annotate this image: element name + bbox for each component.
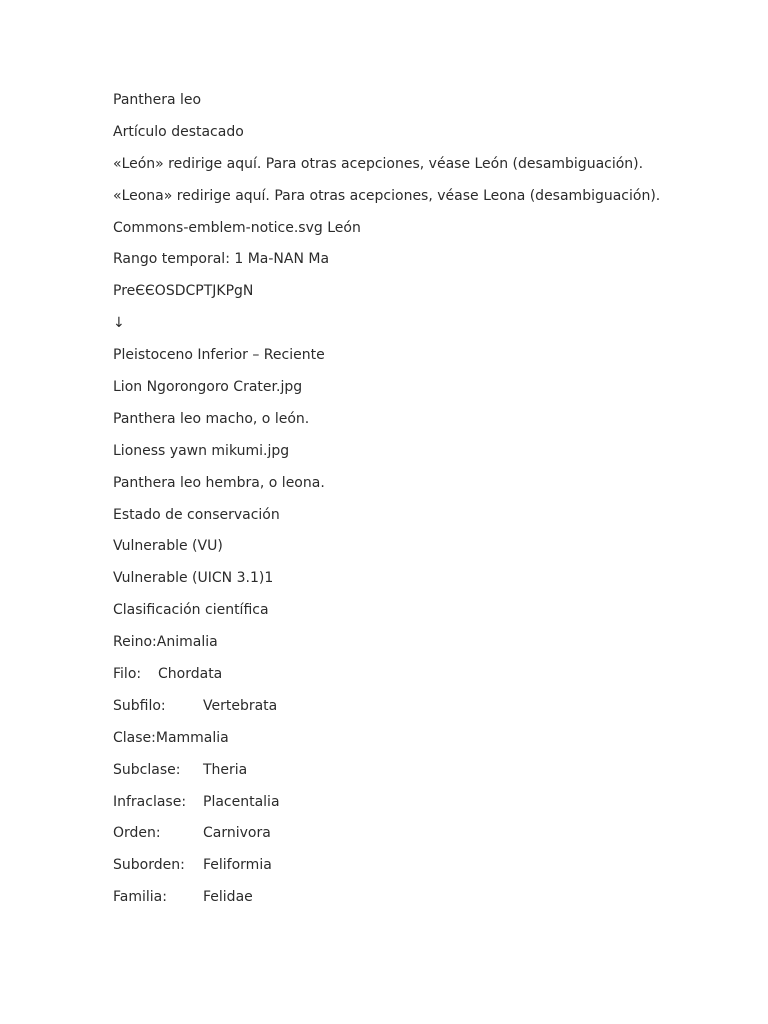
document-page [113,90,713,919]
taxonomy-label: Infraclase: [113,793,187,810]
redirect-note-leona: «Leona» redirige aquí. Para otras acepciones, véase Leona (desambiguación). [113,187,661,204]
taxonomy-label: Familia: [113,889,167,906]
taxonomy-label: Subclase: [113,761,181,778]
conservation-status-iucn: Vulnerable (UICN 3.1)1 [113,570,274,587]
image-filename-male: Lion Ngorongoro Crater.jpg [113,379,303,396]
commons-notice: Commons-emblem-notice.svg León [113,219,361,236]
geologic-periods: PreЄЄOSDCPTJKPgN [113,283,254,300]
taxonomy-value: Animalia [156,634,218,651]
taxonomy-row-family [113,887,713,907]
conservation-heading: Estado de conservación [113,506,280,523]
taxonomy-row-class [113,728,713,748]
taxonomy-label: Suborden: [113,857,185,874]
taxonomy-row-suborder [113,855,713,875]
image-filename-female: Lioness yawn mikumi.jpg [113,442,290,459]
taxonomy-row-kingdom [113,632,713,652]
taxonomy-label: Filo: [113,666,142,683]
taxonomy-row-phylum [113,664,713,684]
document-title: Panthera leo [113,92,202,108]
taxonomy-value: Carnivora [203,825,271,842]
conservation-status: Vulnerable (VU) [113,538,223,555]
down-arrow: ↓ [113,315,125,332]
taxonomy-row-order [113,823,713,843]
epoch-range: Pleistoceno Inferior – Reciente [113,347,325,364]
image-caption-female: Panthera leo hembra, o leona. [113,474,325,491]
taxonomy-value: Chordata [158,666,223,683]
taxonomy-label: Clase: [113,729,156,746]
classification-heading: Clasificación científica [113,602,269,619]
taxonomy-value: Feliformia [203,857,272,874]
taxonomy-value: Vertebrata [203,697,278,714]
redirect-note-leon: «León» redirige aquí. Para otras acepciones, véase León (desambiguación). [113,155,644,172]
temporal-range: Rango temporal: 1 Ma-NAN Ma [113,251,330,268]
featured-article-label: Artículo destacado [113,123,244,140]
taxonomy-row-infraclass [113,792,713,812]
taxonomy-value: Placentalia [203,793,280,810]
taxonomy-row-subclass [113,760,713,780]
taxonomy-label: Subfilo: [113,697,166,714]
taxonomy-label: Orden: [113,825,161,842]
taxonomy-value: Mammalia [155,729,229,746]
taxonomy-value: Theria [203,761,248,778]
image-caption-male: Panthera leo macho, o león. [113,410,310,427]
taxonomy-label: Reino: [113,634,157,651]
taxonomy-value: Felidae [203,889,253,906]
taxonomy-row-subphylum [113,696,713,716]
